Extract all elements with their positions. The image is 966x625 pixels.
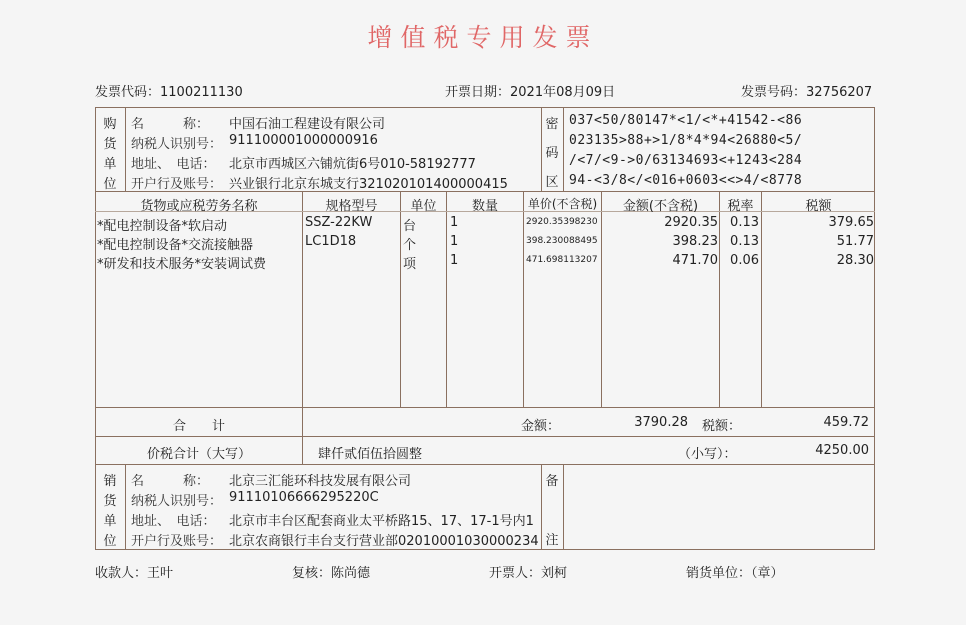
- item-unit: 项: [403, 257, 417, 272]
- item-name: *配电控制设备*交流接触器: [97, 238, 254, 253]
- seller-address: 北京市丰台区配套商业太平桥路15、17、17-1号内1: [229, 514, 534, 529]
- item-unit: 个: [403, 238, 417, 253]
- item-qty: 1: [450, 253, 459, 268]
- col-header-tax: 税额: [805, 199, 832, 214]
- grand-total-words: 肆仟贰佰伍拾圆整: [318, 447, 423, 462]
- col-header-spec: 规格型号: [325, 199, 378, 214]
- cipher-line: 023135>88+>1/8*4*94<26880<5/: [569, 133, 803, 148]
- buyer-address-label: 地址、 电话：: [131, 157, 216, 172]
- item-amount: 471.70: [672, 253, 718, 268]
- item-tax: 28.30: [836, 253, 874, 268]
- buyer-side-char: 货: [103, 137, 117, 152]
- item-tax: 51.77: [836, 234, 874, 249]
- remarks-side-char: 注: [545, 533, 559, 548]
- item-rate: 0.13: [730, 215, 759, 230]
- invoice-number-value: 32756207: [806, 85, 873, 100]
- grand-total-label: 价税合计（大写）: [146, 447, 251, 462]
- col-header-unit: 单位: [410, 199, 437, 214]
- buyer-tax-id-label: 纳税人识别号：: [131, 137, 223, 152]
- invoice-code-label: 发票代码：: [95, 85, 161, 100]
- footer-issuer: [489, 562, 567, 581]
- issuer-value: 刘柯: [541, 566, 568, 581]
- col-header-amount: 金额(不含税): [622, 199, 699, 214]
- seller-bank-label: 开户行及账号：: [131, 534, 223, 549]
- totals-tax-label: 税额：: [702, 419, 742, 434]
- col-header-rate: 税率: [727, 199, 754, 214]
- item-amount: 398.23: [672, 234, 718, 249]
- reviewer-label: 复核：: [292, 566, 332, 581]
- seller-name-label: 名 称：: [131, 474, 210, 489]
- cipher-line: 037<50/80147*<1/<*+41542-<86: [569, 113, 803, 128]
- item-qty: 1: [450, 234, 459, 249]
- buyer-bank: 兴业银行北京东城支行321020101400000415: [229, 177, 508, 192]
- cipher-side-char: 区: [545, 175, 559, 190]
- buyer-name: 中国石油工程建设有限公司: [229, 117, 386, 132]
- buyer-side-char: 位: [103, 177, 117, 192]
- footer-seller-stamp: 销货单位：（章）: [686, 566, 784, 581]
- issuer-label: 开票人：: [489, 566, 542, 581]
- footer-payee: [95, 562, 173, 581]
- buyer-name-label: 名 称：: [131, 117, 210, 132]
- reviewer-value: 陈尚德: [331, 566, 371, 581]
- col-header-name: 货物或应税劳务名称: [140, 199, 258, 214]
- grand-total-value: 4250.00: [815, 443, 869, 458]
- item-rate: 0.06: [730, 253, 759, 268]
- item-rate: 0.13: [730, 234, 759, 249]
- item-name: *研发和技术服务*安装调试费: [97, 257, 267, 272]
- totals-tax: 459.72: [823, 415, 869, 430]
- buyer-side-char: 单: [103, 157, 117, 172]
- cipher-side-char: 码: [545, 146, 559, 161]
- item-qty: 1: [450, 215, 459, 230]
- item-spec: LC1D18: [305, 234, 357, 249]
- invoice-date-value: 2021年08月09日: [510, 85, 616, 100]
- item-amount: 2920.35: [664, 215, 718, 230]
- item-unit: 台: [403, 219, 417, 234]
- buyer-address: 北京市西城区六铺炕街6号010-58192777: [229, 157, 476, 172]
- invoice-number-label: 发票号码：: [741, 85, 807, 100]
- seller-name: 北京三汇能环科技发展有限公司: [229, 474, 412, 489]
- totals-amount: 3790.28: [634, 415, 688, 430]
- seller-tax-id-label: 纳税人识别号：: [131, 494, 223, 509]
- buyer-bank-label: 开户行及账号：: [131, 177, 223, 192]
- seller-address-label: 地址、 电话：: [131, 514, 216, 529]
- footer-reviewer: [292, 562, 370, 581]
- seller-side-char: 单: [103, 514, 117, 529]
- remarks-side-char: 备: [545, 474, 559, 489]
- item-price: 2920.35398230: [526, 217, 598, 227]
- seller-side-char: 销: [103, 474, 117, 489]
- invoice-title: 增值税专用发票: [367, 23, 599, 52]
- totals-amount-label: 金额：: [521, 419, 561, 434]
- buyer-tax-id: 911100001000000916: [229, 133, 378, 148]
- invoice-code: [95, 81, 243, 100]
- totals-label: 合 计: [172, 419, 225, 434]
- invoice-number: [741, 81, 872, 100]
- item-spec: SSZ-22KW: [305, 215, 373, 230]
- invoice-date-label: 开票日期：: [445, 85, 511, 100]
- payee-value: 王叶: [147, 566, 174, 581]
- payee-label: 收款人：: [95, 566, 148, 581]
- invoice-code-value: 1100211130: [160, 85, 243, 100]
- item-tax: 379.65: [828, 215, 874, 230]
- col-header-qty: 数量: [471, 199, 498, 214]
- buyer-side-char: 购: [103, 117, 117, 132]
- seller-tax-id: 91110106666295220C: [229, 490, 379, 505]
- grand-total-small-label: （小写）：: [678, 447, 737, 462]
- invoice-date: [445, 81, 615, 100]
- seller-side-char: 货: [103, 494, 117, 509]
- seller-bank: 北京农商银行丰台支行营业部02010001030000234: [229, 534, 539, 549]
- item-price: 471.698113207: [526, 255, 598, 265]
- item-price: 398.230088495: [526, 236, 598, 246]
- cipher-line: 94-<3/8</<016+0603<<>4/<8778: [569, 173, 803, 188]
- item-name: *配电控制设备*软启动: [97, 219, 228, 234]
- col-header-price: 单价(不含税): [527, 197, 598, 211]
- cipher-line: /<7/<9->0/63134693<+1243<284: [569, 153, 803, 168]
- cipher-side-char: 密: [545, 117, 559, 132]
- seller-side-char: 位: [103, 534, 117, 549]
